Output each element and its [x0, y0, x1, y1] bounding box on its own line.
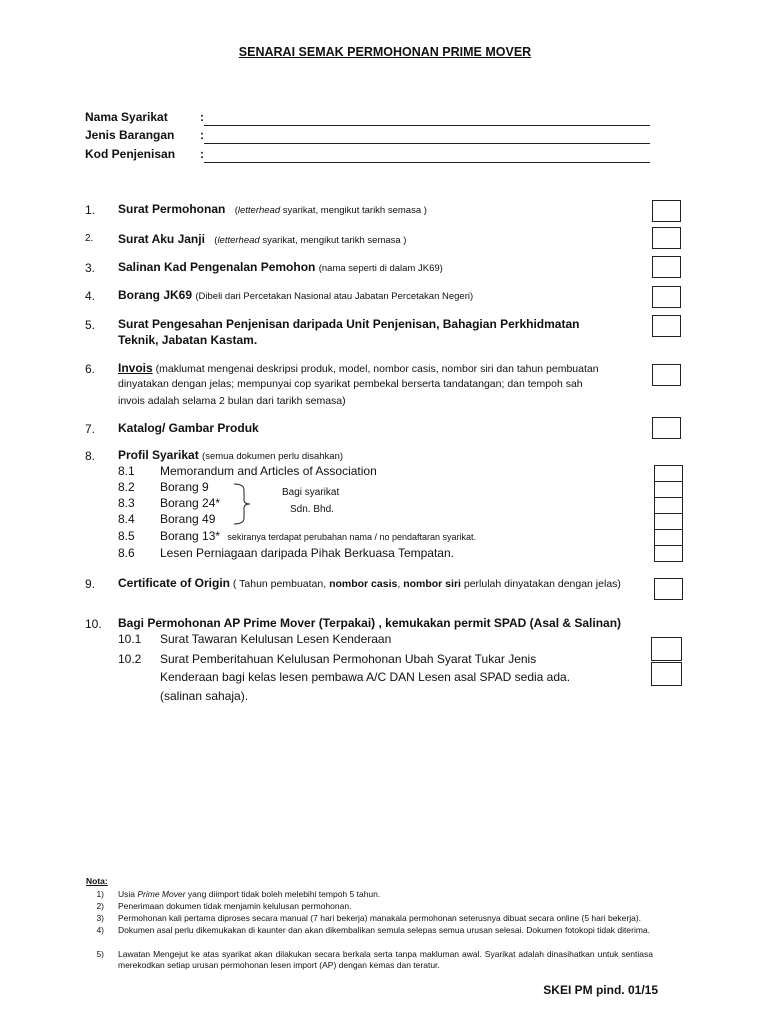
field-sep: : — [200, 110, 204, 124]
item-number: 6. — [85, 362, 96, 376]
sub-number: 8.4 — [118, 512, 135, 526]
item-note: syarikat, mengikut tarikh semasa ) — [280, 205, 427, 216]
sub-item-text: Borang 9 — [160, 480, 209, 494]
jenis-barangan-field[interactable] — [204, 129, 650, 144]
item-salinan-kad-pengenalan — [118, 259, 443, 277]
sub-number: 8.3 — [118, 496, 135, 510]
checkbox-item-9[interactable] — [654, 578, 683, 600]
brace-icon — [232, 482, 258, 526]
sub-item-text: Borang 49 — [160, 512, 216, 526]
item-certificate-of-origin — [118, 575, 621, 592]
item-invois-line2: dinyatakan dengan jelas; mempunyai cop syarikat pembekal berserta tandatangan; dan tempoh sah — [118, 378, 583, 390]
item-note: (semua dokumen perlu disahkan) — [202, 451, 344, 462]
nota-text: yang diimport tidak boleh melebihi tempoh 5 tahun. — [185, 889, 381, 899]
checkbox-10-1[interactable] — [651, 637, 682, 661]
checkbox-8-6[interactable] — [654, 545, 683, 562]
sub-number: 8.2 — [118, 480, 135, 494]
item-text: ( Tahun pembuatan, — [230, 578, 330, 590]
item-note-italic: letterhead — [217, 235, 260, 246]
nama-syarikat-field[interactable] — [204, 111, 650, 126]
brace-note-line1: Bagi syarikat — [282, 487, 340, 498]
checkbox-item-4[interactable] — [652, 286, 681, 308]
item-note-italic: letterhead — [237, 205, 281, 216]
item-title: Invois — [118, 361, 153, 375]
checkbox-item-1[interactable] — [652, 200, 681, 222]
item-number: 7. — [85, 422, 96, 436]
item-borang-jk69 — [118, 287, 473, 305]
item-title: Borang JK69 — [118, 288, 193, 302]
nota-number: 4) — [96, 925, 104, 935]
checkbox-item-6[interactable] — [652, 364, 681, 386]
sub-item-text: Borang 24* — [160, 496, 221, 510]
item-number: 1. — [85, 203, 96, 217]
checkbox-8-5[interactable] — [654, 529, 683, 546]
item-number: 5. — [85, 318, 96, 332]
item-number: 2. — [85, 233, 94, 244]
nota-number: 1) — [96, 889, 104, 899]
nota-item: Lawatan Mengejut ke atas syarikat akan dilakukan secara berkala serta tanpa makluman awal. Syarikat adalah dinasihatkan untuk sentiasa merekodkan setiap urusan permohonan lesen import (AP) dengan kemas dan teratur. — [118, 949, 653, 970]
brace-note-line2: Sdn. Bhd. — [290, 504, 334, 515]
field-label-jenis-barangan: Jenis Barangan — [85, 128, 175, 142]
item-surat-aku-janji — [118, 231, 406, 249]
sub-item-text: Surat Pemberitahuan Kelulusan Permohonan Ubah Syarat Tukar Jenis — [160, 652, 537, 666]
nota-number: 2) — [96, 901, 104, 911]
sub-number: 10.2 — [118, 652, 142, 666]
nota-heading: Nota: — [86, 876, 108, 886]
item-text: , — [397, 578, 404, 590]
checkbox-8-3[interactable] — [654, 497, 683, 514]
item-title: Salinan Kad Pengenalan Pemohon — [118, 260, 316, 274]
sub-item-text: Lesen Perniagaan daripada Pihak Berkuasa Tempatan. — [160, 546, 454, 560]
page-title: SENARAI SEMAK PERMOHONAN PRIME MOVER — [238, 45, 532, 59]
item-text: perlulah dinyatakan dengan jelas) — [460, 578, 621, 590]
nota-text: Usia — [118, 889, 138, 899]
item-invois-line1: (maklumat mengenai deskripsi produk, model, nombor casis, nombor siri dan tahun pembuatan — [155, 363, 599, 375]
item-invois — [118, 360, 630, 377]
item-note: (nama seperti di dalam JK69) — [318, 263, 443, 274]
nota-text-italic: Prime Mover — [137, 889, 186, 899]
kod-penjenisan-field[interactable] — [204, 148, 650, 163]
item-note: syarikat, mengikut tarikh semasa ) — [259, 235, 407, 246]
sub-number: 8.6 — [118, 546, 135, 560]
checkbox-8-2[interactable] — [654, 481, 683, 498]
field-sep: : — [200, 128, 204, 142]
checkbox-item-2[interactable] — [652, 227, 681, 249]
field-label-kod-penjenisan: Kod Penjenisan — [85, 147, 176, 161]
item-title: Surat Aku Janji — [118, 232, 205, 246]
nota-item: Permohonan kali pertama diproses secara manual (7 hari bekerja) manakala permohonan seterusnya dibuat secara online (5 hari bekerja). — [118, 913, 642, 923]
checkbox-8-1[interactable] — [654, 465, 683, 482]
sub-number: 8.5 — [118, 529, 135, 543]
item-profil-syarikat — [118, 447, 343, 465]
field-sep: : — [200, 147, 204, 161]
checkbox-item-7[interactable] — [652, 417, 681, 439]
sub-item-title: Borang 13* — [160, 529, 221, 543]
checkbox-8-4[interactable] — [654, 513, 683, 530]
sub-number: 8.1 — [118, 464, 135, 478]
sub-item-text-line2: Kenderaan bagi kelas lesen pembawa A/C DAN Lesen asal SPAD sedia ada. — [160, 670, 571, 684]
item-bagi-permohonan: Bagi Permohonan AP Prime Mover (Terpakai) , kemukakan permit SPAD (Asal & Salinan) — [118, 616, 622, 630]
sub-item-text: Surat Tawaran Kelulusan Lesen Kenderaan — [160, 632, 392, 646]
checkbox-10-2[interactable] — [651, 662, 682, 686]
checkbox-item-5[interactable] — [652, 315, 681, 337]
nota-number: 5) — [96, 949, 104, 959]
item-number: 9. — [85, 577, 96, 591]
nota-item — [118, 889, 653, 900]
item-katalog: Katalog/ Gambar Produk — [118, 421, 259, 435]
sub-item-text — [160, 529, 476, 543]
item-title: Profil Syarikat — [118, 448, 199, 462]
item-invois-line3: invois adalah selama 2 bulan dari tarikh semasa) — [118, 395, 346, 407]
sub-number: 10.1 — [118, 632, 142, 646]
form-code: SKEI PM pind. 01/15 — [543, 983, 658, 997]
item-note-open: ( — [234, 205, 238, 216]
item-number: 4. — [85, 289, 96, 303]
sub-item-text: Memorandum and Articles of Association — [160, 464, 377, 478]
item-number: 10. — [85, 617, 102, 631]
nota-number: 3) — [96, 913, 104, 923]
sub-item-note: sekiranya terdapat perubahan nama / no pendaftaran syarikat. — [227, 532, 477, 542]
item-surat-pengesahan-line2: Teknik, Jabatan Kastam. — [118, 333, 258, 347]
field-label-nama-syarikat: Nama Syarikat — [85, 110, 168, 124]
item-title: Certificate of Origin — [118, 576, 231, 590]
item-title: Surat Permohonan — [118, 202, 226, 216]
item-note-open: ( — [214, 235, 218, 246]
item-text-bold: nombor casis — [329, 578, 398, 590]
item-surat-permohonan — [118, 201, 427, 219]
item-note: (Dibeli dari Percetakan Nasional atau Jabatan Percetakan Negeri) — [195, 291, 474, 302]
sub-item-text-line3: (salinan sahaja). — [160, 689, 249, 703]
item-surat-pengesahan-line1: Surat Pengesahan Penjenisan daripada Unit Penjenisan, Bahagian Perkhidmatan — [118, 317, 580, 331]
checkbox-item-3[interactable] — [652, 256, 681, 278]
item-number: 3. — [85, 261, 96, 275]
item-text-bold: nombor siri — [403, 578, 461, 590]
item-number: 8. — [85, 449, 96, 463]
nota-item: Penerimaan dokumen tidak menjamin kelulusan permohonan. — [118, 901, 352, 911]
nota-item: Dokumen asal perlu dikemukakan di kaunter dan akan dikembalikan semula selepas semua urusan selesai. Dokumen fotokopi tidak diterima. — [118, 925, 651, 935]
